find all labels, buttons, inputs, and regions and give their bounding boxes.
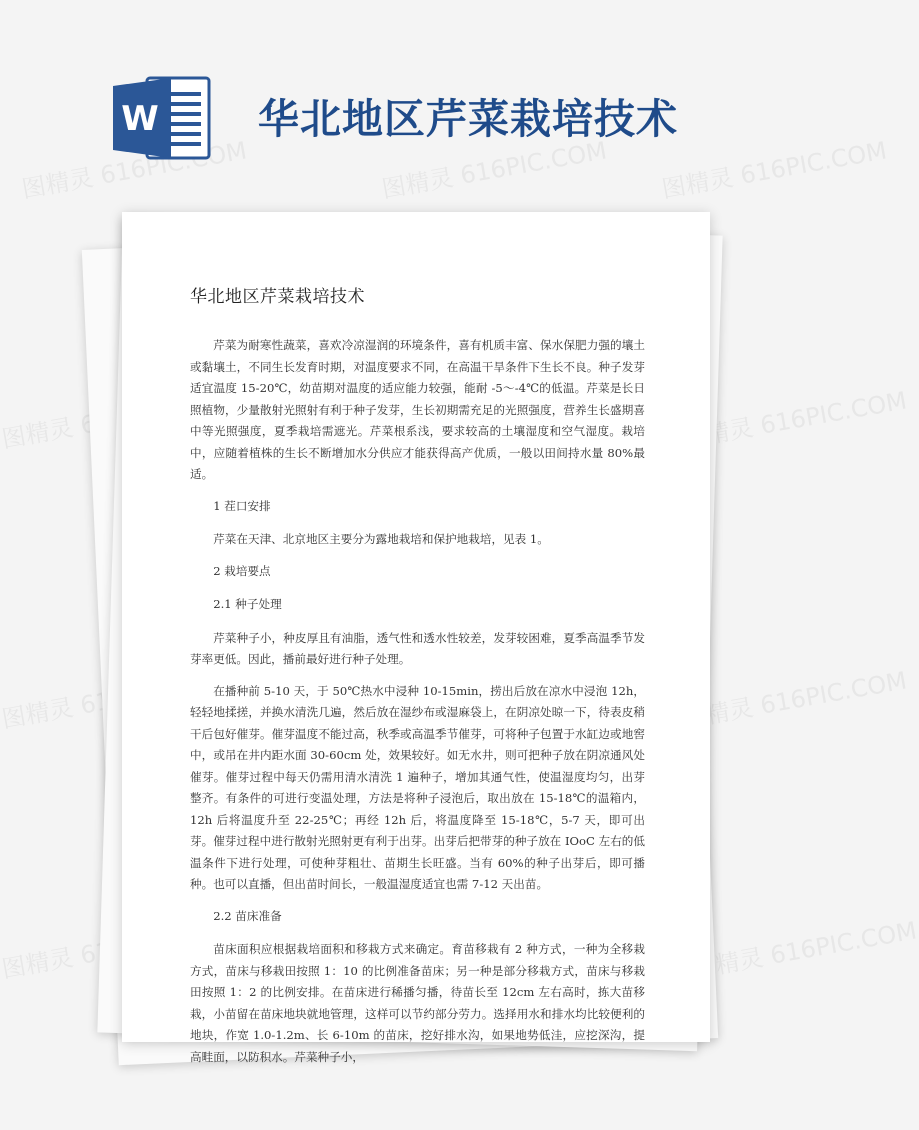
watermark: 图精灵 bbox=[0, 943, 76, 984]
word-logo-letter: W bbox=[121, 99, 159, 139]
document-body bbox=[190, 282, 645, 1078]
watermark: 图精灵 616PIC.COM bbox=[679, 386, 909, 454]
watermark: 图精灵 616PIC.COM bbox=[689, 916, 919, 984]
section-heading: 1 茬口安排 bbox=[213, 498, 271, 513]
word-document-icon bbox=[113, 74, 213, 162]
paragraph: 芹菜种子小，种皮厚且有油脂，透气性和透水性较差，发芽较困难，夏季高温季节发芽率更低。因此，播前最好进行种子处理。 bbox=[190, 630, 645, 666]
watermark: 图精灵 616PIC.COM bbox=[659, 136, 889, 204]
watermark: 图精灵 616PIC.COM bbox=[379, 136, 609, 204]
banner-title: 华北地区芹菜栽培技术 bbox=[258, 95, 678, 143]
document-title: 华北地区芹菜栽培技术 bbox=[190, 287, 365, 307]
paragraph: 芹菜在天津、北京地区主要分为露地栽培和保护地栽培，见表 1。 bbox=[213, 532, 549, 546]
subsection-heading: 2.1 种子处理 bbox=[213, 597, 282, 611]
watermark: 图精灵 616PIC.COM bbox=[19, 136, 249, 204]
section-heading: 2 栽培要点 bbox=[213, 563, 271, 578]
watermark: 图精灵 616PIC.COM bbox=[679, 666, 909, 734]
subsection-heading: 2.2 苗床准备 bbox=[213, 908, 282, 923]
paragraph: 苗床面积应根据栽培面积和移栽方式来确定。育苗移栽有 2 种方式，一种为全移栽方式，苗床与移栽田按照 1：10 的比例准备苗床；另一种是部分移栽方式，苗床与移栽田按照 1：2 的比例安排。在苗床进行稀播匀播，待苗长至 12cm 左右高时，拣大苗移栽，小苗留在苗床地块就地管理，这样可以节约部分劳力。选择用水和排水均比较便利的地块，作宽 1.0-1.2m、长 6-10m 的苗床，挖好排水沟，如果地势低洼，应挖深沟，提高畦面，以防积水。芹菜种子小， bbox=[190, 942, 645, 1064]
document-page bbox=[122, 212, 710, 1064]
watermark: 图精灵 bbox=[0, 413, 76, 454]
paragraph: 芹菜为耐寒性蔬菜，喜欢冷凉湿润的环境条件，喜有机质丰富、保水保肥力强的壤土或黏壤土，不同生长发育时期，对温度要求不同，在高温干旱条件下生长不良。种子发芽适宜温度 15-20℃，幼苗期对温度的适应能力较强，能耐 -5～-4℃的低温。芹菜是长日照植物，少量散射光照射有利于种子发芽，生长初期需充足的光照强度，营养生长盛期喜中等光照强度，夏季栽培需遮光。芹菜根系浅，要求较高的土壤湿度和空气湿度。栽培中，应随着植株的生长不断增加水分供应才能获得高产优质，一般以田间持水量 80%最适。 bbox=[190, 338, 645, 481]
paragraph: 在播种前 5-10 天，于 50℃热水中浸种 10-15min，捞出后放在凉水中浸泡 12h，轻轻地揉搓，并换水清洗几遍，然后放在湿纱布或湿麻袋上，在阴凉处晾一下，待表皮稍干后包好催芽。催芽温度不能过高，秋季或高温季节催芽，可将种子包置于水缸边或地窖中，或吊在井内距水面 30-60cm 处，效果较好。如无水井，则可把种子放在阴凉通风处催芽。催芽过程中每天仍需用清水清洗 1 遍种子，增加其通气性，使温湿度均匀，出芽整齐。有条件的可进行变温处理，方法是将种子浸泡后，取出放在 15-18℃的温箱内，12h 后将温度升至 22-25℃；再经 12h 后，将温度降至 15-18℃，5-7 天，即可出芽。催芽过程中进行散射光照射更有利于出芽。出芽后把带芽的种子放在 IOoC 左右的低温条件下进行处理，可使种芽粗壮、苗期生长旺盛。当有 60%的种子出芽后，即可播种。也可以直播，但出苗时间长，一般温湿度适宜也需 7-12 天出苗。 bbox=[190, 683, 645, 891]
watermark: 图精灵 bbox=[0, 693, 76, 734]
